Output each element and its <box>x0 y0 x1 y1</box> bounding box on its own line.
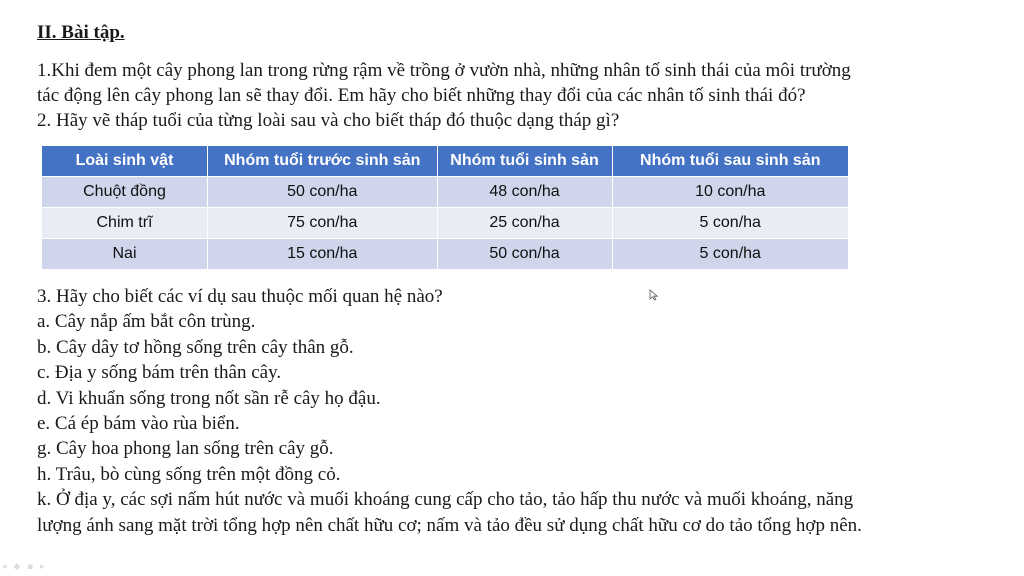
column-header: Nhóm tuổi trước sinh sản <box>208 146 438 177</box>
table-header-row <box>42 146 849 177</box>
player-controls-icon: ◂ ◆ ▪ ▸ <box>2 562 47 572</box>
list-item: a. Cây nắp ấm bắt côn trùng. <box>37 311 256 333</box>
table-row <box>42 208 849 239</box>
list-item: e. Cá ép bám vào rùa biển. <box>37 413 240 435</box>
table-cell: 10 con/ha <box>612 177 849 208</box>
list-item: k. Ở địa y, các sợi nấm hút nước và muối khoáng cung cấp cho tảo, tảo hấp thu nước và muối khoáng, năng <box>37 489 854 511</box>
table-cell: Chim trĩ <box>42 208 208 239</box>
age-group-table <box>41 145 849 270</box>
table-row <box>42 239 849 270</box>
table-cell: Nai <box>42 239 208 270</box>
question-3 <box>37 284 862 538</box>
section-heading: II. Bài tập. <box>37 22 125 43</box>
column-header: Nhóm tuổi sinh sản <box>437 146 612 177</box>
mouse-pointer-icon <box>649 289 659 301</box>
table-cell: 25 con/ha <box>437 208 612 239</box>
table-cell: 48 con/ha <box>437 177 612 208</box>
list-item: lượng ánh sang mặt trời tổng hợp nên chất hữu cơ; nấm và tảo đều sử dụng chất hữu cơ do tảo tổng hợp nên. <box>37 514 862 536</box>
list-item: g. Cây hoa phong lan sống trên cây gỗ. <box>37 438 334 460</box>
question-1-line: tác động lên cây phong lan sẽ thay đổi. Em hãy cho biết những thay đổi của các nhân tố sinh thái đó? <box>37 85 806 106</box>
table-cell: 5 con/ha <box>612 208 849 239</box>
table-cell: Chuột đồng <box>42 177 208 208</box>
table-cell: 5 con/ha <box>612 239 849 270</box>
table-cell: 50 con/ha <box>437 239 612 270</box>
column-header: Loài sinh vật <box>42 146 208 177</box>
list-item: d. Vi khuẩn sống trong nốt sần rễ cây họ đậu. <box>37 387 381 409</box>
list-item: h. Trâu, bò cùng sống trên một đồng cỏ. <box>37 463 341 485</box>
column-header: Nhóm tuổi sau sinh sản <box>612 146 849 177</box>
table-cell: 50 con/ha <box>208 177 438 208</box>
list-item: b. Cây dây tơ hồng sống trên cây thân gỗ. <box>37 336 354 358</box>
question-1 <box>37 58 851 108</box>
table-row <box>42 177 849 208</box>
question-2: 2. Hãy vẽ tháp tuổi của từng loài sau và cho biết tháp đó thuộc dạng tháp gì? <box>37 110 620 131</box>
list-item: c. Địa y sống bám trên thân cây. <box>37 362 282 384</box>
table-cell: 15 con/ha <box>208 239 438 270</box>
table-cell: 75 con/ha <box>208 208 438 239</box>
question-1-line: 1.Khi đem một cây phong lan trong rừng rậm về trồng ở vườn nhà, những nhân tố sinh thái của môi trường <box>37 60 851 81</box>
question-3-prompt: 3. Hãy cho biết các ví dụ sau thuộc mối quan hệ nào? <box>37 286 443 307</box>
